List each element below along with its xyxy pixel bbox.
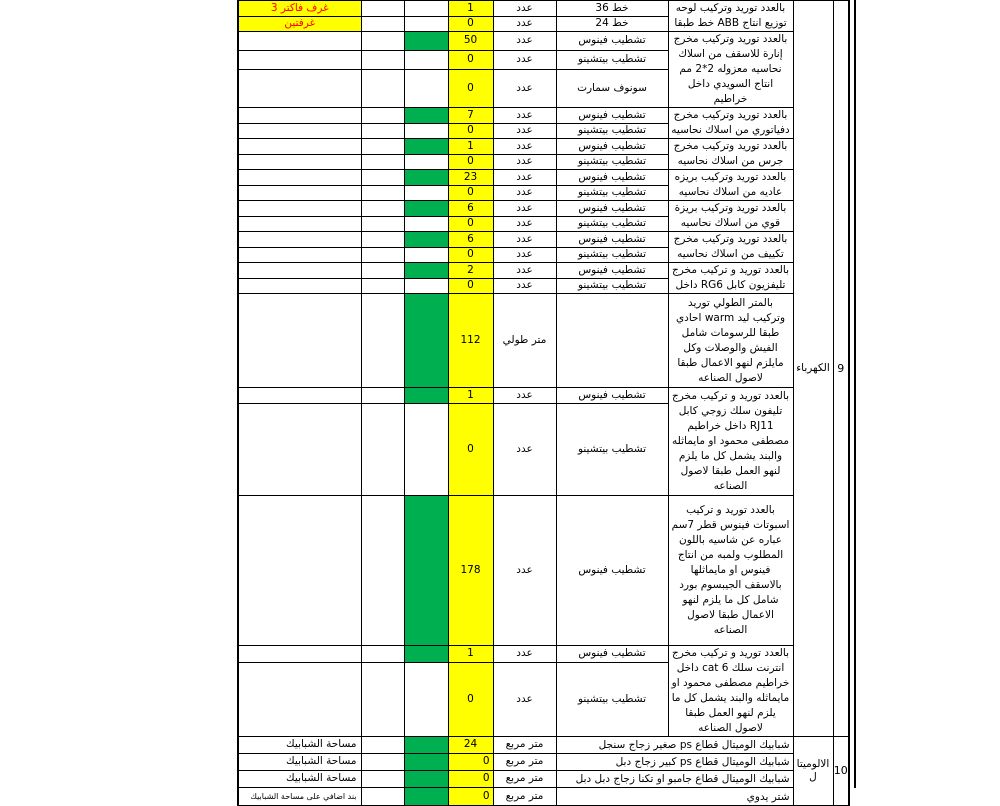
room-label-cell	[238, 294, 361, 388]
room-label-cell	[238, 662, 361, 736]
room-label-cell	[238, 123, 361, 139]
room-label-cell	[238, 388, 361, 404]
status-cell	[404, 201, 448, 217]
quantity-cell: 0	[448, 754, 493, 771]
spacer-cell	[361, 662, 404, 736]
unit-cell: متر مربع	[493, 788, 556, 806]
spacer-cell	[361, 70, 404, 108]
quantity-cell: 1	[448, 388, 493, 404]
finish-type-cell: تشطيب بيتشينو	[556, 662, 668, 736]
section-number-cell: 9	[833, 1, 849, 737]
unit-cell: متر مربع	[493, 754, 556, 771]
table-row	[238, 170, 849, 186]
table-row	[238, 788, 849, 806]
quantity-cell: 0	[448, 404, 493, 496]
status-cell	[404, 70, 448, 108]
description-cell: بالعدد توريد و تركيب مخرج انترنت سلك cat 6 داخل خراطيم مصطفى محمود او مايماثله والبند يشمل كل ما يلزم لنهو العمل طبقا لاصول الصناعه	[668, 646, 793, 737]
unit-cell: متر مربع	[493, 771, 556, 788]
quantity-cell: 7	[448, 108, 493, 124]
spacer-cell	[361, 404, 404, 496]
unit-cell: عدد	[493, 263, 556, 279]
unit-cell: عدد	[493, 278, 556, 294]
status-cell	[404, 1, 448, 17]
quantity-cell: 0	[448, 662, 493, 736]
finish-type-cell: تشطيب فينوس	[556, 170, 668, 186]
description-cell: بالعدد توريد و تركيب مخرج تليفزيون كابل RG6 داخل	[668, 263, 793, 294]
quantity-cell: 0	[448, 51, 493, 70]
description-cell: شبابيك الوميتال قطاع ps كبير زجاج دبل	[556, 754, 793, 771]
finish-type-cell: تشطيب فينوس	[556, 496, 668, 646]
table-row	[238, 754, 849, 771]
finish-type-cell: تشطيب فينوس	[556, 139, 668, 155]
status-cell	[404, 646, 448, 663]
quantity-cell: 1	[448, 646, 493, 663]
section-name-cell: الالوميتال	[793, 737, 833, 806]
room-label-cell: مساحة الشبابيك	[238, 737, 361, 754]
description-cell: بالعدد توريد وتركيب مخرج دفياتوري من اسلاك نحاسيه	[668, 108, 793, 139]
table-row	[238, 737, 849, 754]
status-cell	[404, 170, 448, 186]
spacer-cell	[361, 201, 404, 217]
quantity-cell: 1	[448, 139, 493, 155]
spacer-cell	[361, 216, 404, 232]
table-row	[238, 388, 849, 404]
description-cell: شبابيك الوميتال قطاع ps صغير زجاج سنجل	[556, 737, 793, 754]
status-cell	[404, 788, 448, 806]
room-label-cell: مساحة الشبابيك	[238, 771, 361, 788]
finish-type-cell: تشطيب بيتشينو	[556, 247, 668, 263]
quantity-cell: 24	[448, 737, 493, 754]
room-label-cell: بند اضافي على مساحة الشبابيك	[238, 788, 361, 806]
status-cell	[404, 496, 448, 646]
unit-cell: عدد	[493, 70, 556, 108]
section-number-cell: 10	[833, 737, 849, 806]
description-cell: شبابيك الوميتال قطاع جامبو او تكنا زجاج دبل دبل	[556, 771, 793, 788]
description-cell: بالعدد توريد وتركيب بريزه عاديه من اسلاك نحاسيه	[668, 170, 793, 201]
room-label-cell	[238, 404, 361, 496]
room-label-cell: مساحة الشبابيك	[238, 754, 361, 771]
spacer-cell	[361, 771, 404, 788]
unit-cell: عدد	[493, 388, 556, 404]
description-cell: بالعدد توريد وتركيب بريزة قوي من اسلاك نحاسيه	[668, 201, 793, 232]
finish-type-cell: تشطيب بيتشينو	[556, 278, 668, 294]
room-label-cell	[238, 216, 361, 232]
unit-cell: عدد	[493, 185, 556, 201]
status-cell	[404, 154, 448, 170]
spacer-cell	[361, 51, 404, 70]
room-label-cell	[238, 646, 361, 663]
finish-type-cell: تشطيب فينوس	[556, 108, 668, 124]
description-cell: بالعدد توريد و تركيب اسبوتات فينوس قطر 7سم عباره عن شاسيه باللون المطلوب ولمبه من انتاج فينوس او مايماثلها بالاسقف الجيبسوم بورد شامل كل ما يلزم لنهو الاعمال طبقا لاصول الصناعه	[668, 496, 793, 646]
quantity-cell: 0	[448, 70, 493, 108]
table-row	[238, 108, 849, 124]
section-name-cell: الكهرباء	[793, 1, 833, 737]
spacer-cell	[361, 646, 404, 663]
room-label-cell	[238, 32, 361, 51]
finish-type-cell: تشطيب بيتشينو	[556, 185, 668, 201]
finish-type-cell: تشطيب بيتشينو	[556, 216, 668, 232]
room-label-cell	[238, 108, 361, 124]
status-cell	[404, 754, 448, 771]
spacer-cell	[361, 737, 404, 754]
room-label-cell	[238, 278, 361, 294]
description-cell: بالعدد توريد وتركيب مخرج جرس من اسلاك نحاسيه	[668, 139, 793, 170]
spacer-cell	[361, 263, 404, 279]
spacer-cell	[361, 185, 404, 201]
unit-cell: عدد	[493, 32, 556, 51]
finish-type-cell: تشطيب فينوس	[556, 263, 668, 279]
table-row	[238, 139, 849, 155]
room-label-cell	[238, 496, 361, 646]
unit-cell: عدد	[493, 646, 556, 663]
room-label-cell	[238, 139, 361, 155]
unit-cell: عدد	[493, 201, 556, 217]
unit-cell: عدد	[493, 139, 556, 155]
room-label-cell	[238, 232, 361, 248]
finish-type-cell: تشطيب فينوس	[556, 201, 668, 217]
unit-cell: عدد	[493, 662, 556, 736]
spacer-cell	[361, 496, 404, 646]
status-cell	[404, 216, 448, 232]
status-cell	[404, 16, 448, 32]
status-cell	[404, 278, 448, 294]
quantity-cell: 1	[448, 1, 493, 17]
room-label-cell	[238, 70, 361, 108]
unit-cell: عدد	[493, 170, 556, 186]
status-cell	[404, 139, 448, 155]
status-cell	[404, 123, 448, 139]
status-cell	[404, 108, 448, 124]
finish-type-cell: تشطيب فينوس	[556, 32, 668, 51]
unit-cell: متر طولي	[493, 294, 556, 388]
description-cell: بالعدد توريد وتركيب مخرج تكييف من اسلاك نحاسيه	[668, 232, 793, 263]
unit-cell: عدد	[493, 108, 556, 124]
room-label-cell	[238, 247, 361, 263]
quantity-cell: 0	[448, 788, 493, 806]
unit-cell: عدد	[493, 51, 556, 70]
finish-type-cell: تشطيب بيتشينو	[556, 154, 668, 170]
unit-cell: عدد	[493, 232, 556, 248]
status-cell	[404, 32, 448, 51]
table-row	[238, 201, 849, 217]
finish-type-cell: خط 36	[556, 1, 668, 17]
status-cell	[404, 771, 448, 788]
unit-cell: عدد	[493, 123, 556, 139]
spacer-cell	[361, 139, 404, 155]
spacer-cell	[361, 294, 404, 388]
spacer-cell	[361, 278, 404, 294]
unit-cell: عدد	[493, 216, 556, 232]
finish-type-cell: تشطيب بيتشينو	[556, 123, 668, 139]
finish-type-cell: تشطيب فينوس	[556, 646, 668, 663]
unit-cell: عدد	[493, 1, 556, 17]
table-row	[238, 646, 849, 663]
status-cell	[404, 388, 448, 404]
quantity-cell: 23	[448, 170, 493, 186]
finish-type-cell	[556, 294, 668, 388]
room-label-cell	[238, 185, 361, 201]
room-label-cell	[238, 170, 361, 186]
spacer-cell	[361, 108, 404, 124]
table-row	[238, 771, 849, 788]
room-label-cell: غرفتين	[238, 16, 361, 32]
unit-cell: عدد	[493, 247, 556, 263]
room-label-cell	[238, 154, 361, 170]
table-row	[238, 263, 849, 279]
quantity-cell: 2	[448, 263, 493, 279]
status-cell	[404, 737, 448, 754]
room-label-cell: غرف فاكتر 3	[238, 1, 361, 17]
quantity-cell: 50	[448, 32, 493, 51]
spacer-cell	[361, 170, 404, 186]
table-body	[238, 1, 849, 806]
status-cell	[404, 404, 448, 496]
unit-cell: عدد	[493, 16, 556, 32]
status-cell	[404, 51, 448, 70]
status-cell	[404, 247, 448, 263]
spacer-cell	[361, 154, 404, 170]
quantity-cell: 0	[448, 216, 493, 232]
finish-type-cell: تشطيب فينوس	[556, 232, 668, 248]
description-cell: شتر يدوي	[556, 788, 793, 806]
quantity-cell: 112	[448, 294, 493, 388]
spacer-cell	[361, 788, 404, 806]
quantity-cell: 0	[448, 185, 493, 201]
description-cell: بالعدد توريد وتركيب لوحه توزيع انتاج ABB خط طبقا	[668, 1, 793, 32]
table-row	[238, 32, 849, 51]
table-row	[238, 232, 849, 248]
spacer-cell	[361, 32, 404, 51]
finish-type-cell: سونوف سمارت	[556, 70, 668, 108]
room-label-cell	[238, 201, 361, 217]
status-cell	[404, 662, 448, 736]
quantity-cell: 0	[448, 123, 493, 139]
status-cell	[404, 263, 448, 279]
room-label-cell	[238, 51, 361, 70]
table-outer-right-border	[854, 0, 856, 788]
unit-cell: عدد	[493, 154, 556, 170]
unit-cell: عدد	[493, 404, 556, 496]
description-cell: بالعدد توريد وتركيب مخرج إنارة للاسقف من اسلاك نحاسيه معزوله 2*2 مم انتاج السويدي داخل خراطيم	[668, 32, 793, 108]
status-cell	[404, 294, 448, 388]
spacer-cell	[361, 123, 404, 139]
quantity-cell: 0	[448, 278, 493, 294]
quantity-cell: 6	[448, 201, 493, 217]
quantity-cell: 0	[448, 16, 493, 32]
quantity-cell: 178	[448, 496, 493, 646]
finish-type-cell: تشطيب فينوس	[556, 388, 668, 404]
finish-type-cell: تشطيب بيتشينو	[556, 51, 668, 70]
unit-cell: متر مربع	[493, 737, 556, 754]
description-cell: بالمتر الطولي توريد وتركيب ليد warm احادي طبقا للرسومات شامل الفيش والوصلات وكل مايلزم لنهو الاعمال طبقا لاصول الصناعه	[668, 294, 793, 388]
status-cell	[404, 185, 448, 201]
finish-type-cell: تشطيب بيتشينو	[556, 404, 668, 496]
spacer-cell	[361, 754, 404, 771]
room-label-cell	[238, 263, 361, 279]
description-cell: بالعدد توريد و تركيب مخرج تليفون سلك زوجي كابل RJ11 داخل خراطيم مصطفى محمود او مايماثله والبند يشمل كل ما يلزم لنهو العمل طبقا لاصول الصناعه	[668, 388, 793, 496]
unit-cell: عدد	[493, 496, 556, 646]
spacer-cell	[361, 232, 404, 248]
quantity-cell: 6	[448, 232, 493, 248]
status-cell	[404, 232, 448, 248]
table-row	[238, 496, 849, 646]
boq-table	[237, 0, 850, 806]
quantity-cell: 0	[448, 154, 493, 170]
table-row	[238, 294, 849, 388]
spacer-cell	[361, 16, 404, 32]
quantity-cell: 0	[448, 771, 493, 788]
spacer-cell	[361, 388, 404, 404]
spacer-cell	[361, 1, 404, 17]
spacer-cell	[361, 247, 404, 263]
quantity-cell: 0	[448, 247, 493, 263]
table-row	[238, 1, 849, 17]
finish-type-cell: خط 24	[556, 16, 668, 32]
